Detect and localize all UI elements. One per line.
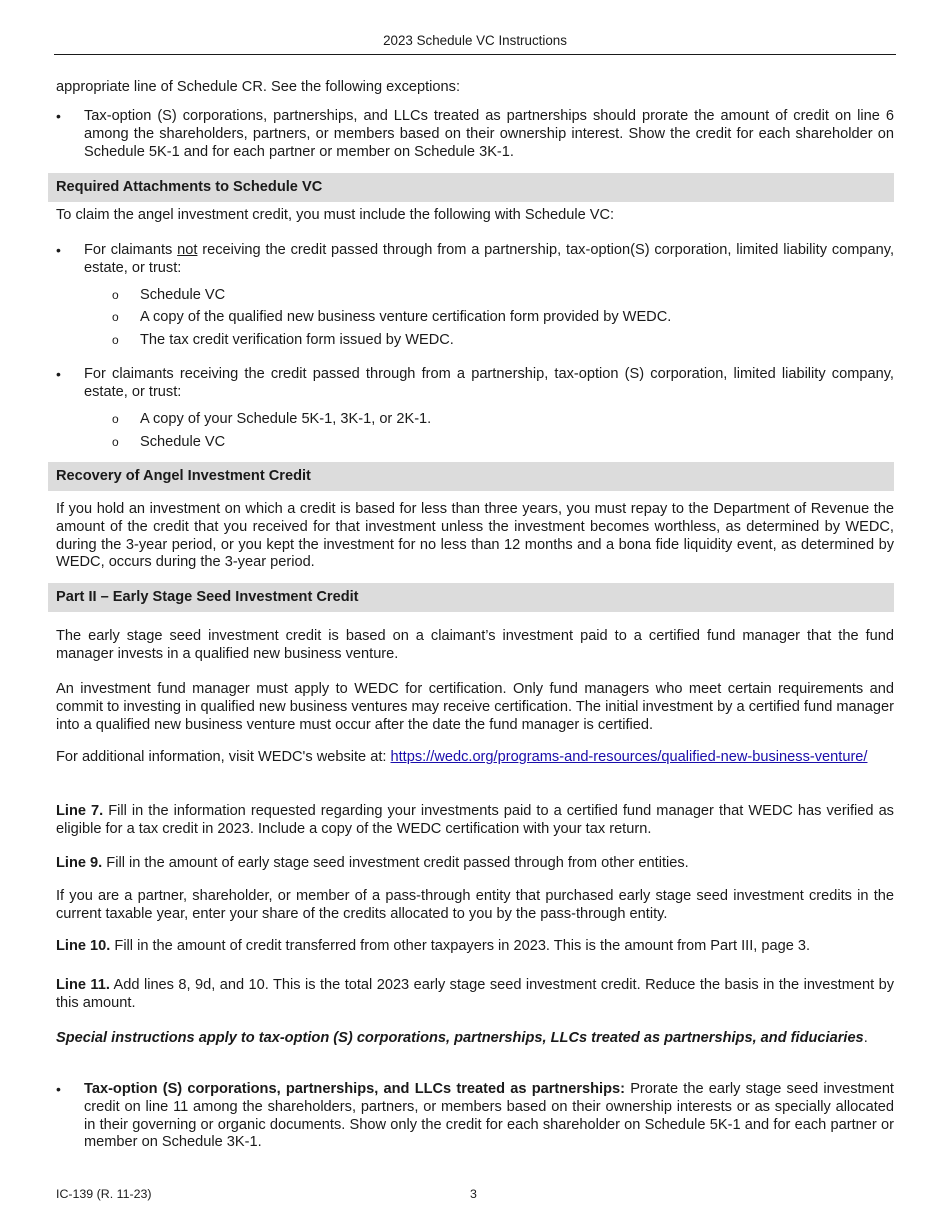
intro-continuation: appropriate line of Schedule CR. See the following exceptions: (56, 79, 461, 95)
attachments-bullet-1-text: For claimants not receiving the credit passed through from a partnership, tax-option(S) corporation, limited liability company, estate, or trust: (84, 242, 895, 276)
line-9-instruction: Line 9. Fill in the amount of early stage seed investment credit passed through from other entities. (56, 855, 689, 871)
special-bullet-text: Prorate the early stage seed investment credit on line 11 among the shareholders, partners, or members based on their ownership interests or as specially allocated in their governing or organic documents. Show only the credit for each shareholder on Schedule 5K-1 and for each partner or member on Schedule 3K-1. (84, 1081, 894, 1151)
circle-bullet-icon: o (112, 412, 119, 426)
circle-bullet-icon: o (112, 310, 119, 324)
intro-bullet-text: Tax-option (S) corporations, partnerships, and LLCs treated as partnerships should prorate the amount of credit on line 6 among the shareholders, partners, or members based on their ownership interest. Show the credit for each shareholder on Schedule 5K-1 and for each partner or member on Schedule 3K-1. (84, 108, 894, 160)
running-header: 2023 Schedule VC Instructions (383, 33, 567, 48)
form-identifier: IC-139 (R. 11-23) (56, 1187, 152, 1201)
wedc-website-link[interactable]: https://wedc.org/programs-and-resources/qualified-new-business-venture/ (390, 749, 868, 765)
attachments-bullet-2: • For claimants receiving the credit passed through from a partnership, tax-option (S) corporation, limited liability company, estate, or trust: (56, 366, 894, 400)
special-bullet-label: Tax-option (S) corporations, partnerships, and LLCs treated as partnerships: (84, 1081, 625, 1097)
circle-bullet-icon: o (112, 435, 119, 449)
recovery-paragraph: If you hold an investment on which a credit is based for less than three years, you must repay to the Department of Revenue the amount of the credit that you received for that investment unless the investment becomes worthless, as determined by WEDC, during the 3-year period, or you kept the investment for no less than 12 months and a bona fide liquidity event, as determined by WEDC, occurs during the 3-year period. (56, 501, 894, 571)
line-7-instruction: Line 7. Fill in the information requested regarding your investments paid to a certified fund manager that WEDC has verified as eligible for a tax credit in 2023. Include a copy of the WEDC certification with your tax return. (56, 803, 894, 837)
line-10-instruction: Line 10. Fill in the amount of credit transferred from other taxpayers in 2023. This is the amount from Part III, page 3. (56, 938, 811, 954)
header-divider (54, 54, 896, 55)
bullet-icon: • (56, 108, 61, 124)
bullet-icon: • (56, 242, 61, 258)
list-item: o A copy of your Schedule 5K-1, 3K-1, or 2K-1. (112, 411, 432, 427)
attachments-bullet-1 (56, 242, 894, 278)
list-item: o The tax credit verification form issued by WEDC. (112, 332, 454, 348)
bullet-icon: • (56, 366, 61, 382)
circle-bullet-icon: o (112, 288, 119, 302)
special-bullet (56, 1081, 894, 1152)
circle-bullet-icon: o (112, 333, 119, 347)
special-instructions: Special instructions apply to tax-option (S) corporations, partnerships, LLCs treated as partnerships, and fiduciaries. (56, 1030, 868, 1046)
bullet-icon: • (56, 1081, 61, 1097)
list-item: o Schedule VC (112, 287, 226, 303)
section-heading-part2: Part II – Early Stage Seed Investment Credit (48, 583, 894, 612)
intro-bullet (56, 108, 894, 161)
section-heading-recovery: Recovery of Angel Investment Credit (48, 462, 894, 491)
section-heading-attachments: Required Attachments to Schedule VC (48, 173, 894, 202)
page-number: 3 (470, 1187, 477, 1201)
part2-paragraph-3: For additional information, visit WEDC's website at: https://wedc.org/programs-and-resources/qualified-new-business-venture/ (56, 749, 868, 765)
line-11-instruction: Line 11. Add lines 8, 9d, and 10. This is the total 2023 early stage seed investment credit. Reduce the basis in the investment by this amount. (56, 977, 894, 1011)
passthrough-paragraph: If you are a partner, shareholder, or member of a pass-through entity that purchased early stage seed investment credits in the current taxable year, enter your share of the credits allocated to you by the pass-through entity. (56, 888, 894, 922)
list-item: o Schedule VC (112, 434, 226, 450)
attachments-intro: To claim the angel investment credit, you must include the following with Schedule VC: (56, 207, 615, 223)
part2-paragraph-2: An investment fund manager must apply to WEDC for certification. Only fund managers who meet certain requirements and commit to investing in qualified new business ventures may receive certification. The initial investment by a certified fund manager into a qualified new business venture must occur after the date the fund manager is certified. (56, 681, 894, 733)
list-item: o A copy of the qualified new business venture certification form provided by WEDC. (112, 309, 672, 325)
part2-paragraph-1: The early stage seed investment credit is based on a claimant’s investment paid to a certified fund manager that the fund manager invests in a qualified new business venture. (56, 628, 894, 662)
emphasis-not: not (177, 242, 198, 258)
